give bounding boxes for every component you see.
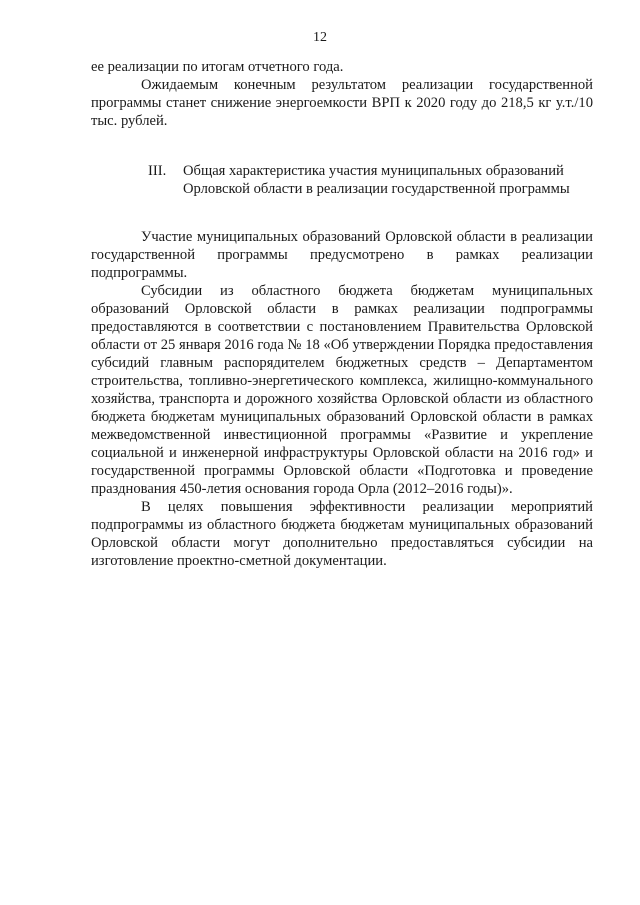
paragraph-continuation: ее реализации по итогам отчетного года.: [91, 59, 344, 75]
paragraph-participation: Участие муниципальных образований Орловской области в реализации государственной программы предусмотрено в рамках реализации подпрограммы.: [91, 229, 593, 281]
section-title-line2: Орловской области в реализации государственной программы: [183, 181, 570, 197]
section-title-line1: Общая характеристика участия муниципальных образований: [183, 163, 564, 179]
section-heading: [91, 162, 593, 198]
paragraph-expected-result: Ожидаемым конечным результатом реализации государственной программы станет снижение энергоемкости ВРП к 2020 году до 218,5 кг у.т./10 тыс. рублей.: [91, 77, 593, 129]
page-number: 12: [313, 30, 327, 45]
document-body: [91, 58, 593, 570]
paragraph-subsidies: Субсидии из областного бюджета бюджетам муниципальных образований Орловской области в рамках реализации подпрограммы предоставляются в соответствии с постановлением Правительства Орловской области от 25 января 2016 года № 18 «Об утверждении Порядка предоставления субсидий главным распорядителем бюджетных средств – Департаментом строительства, топливно-энергетического комплекса, жилищно-коммунального хозяйства, транспорта и дорожного хозяйства Орловской области из областного бюджета бюджетам муниципальных образований Орловской области в рамках межведомственной инвестиционной программы «Развитие и укрепление социальной и инженерной инфраструктуры Орловской области на 2016 год» и государственной программы Орловской области «Подготовка и проведение празднования 450-летия основания города Орла (2012–2016 годы)».: [91, 283, 593, 497]
paragraph-efficiency: В целях повышения эффективности реализации мероприятий подпрограммы из областного бюджета бюджетам муниципальных образований Орловской области могут дополнительно предоставляться субсидии на изготовление проектно-сметной документации.: [91, 499, 593, 569]
section-number: III.: [148, 163, 167, 179]
